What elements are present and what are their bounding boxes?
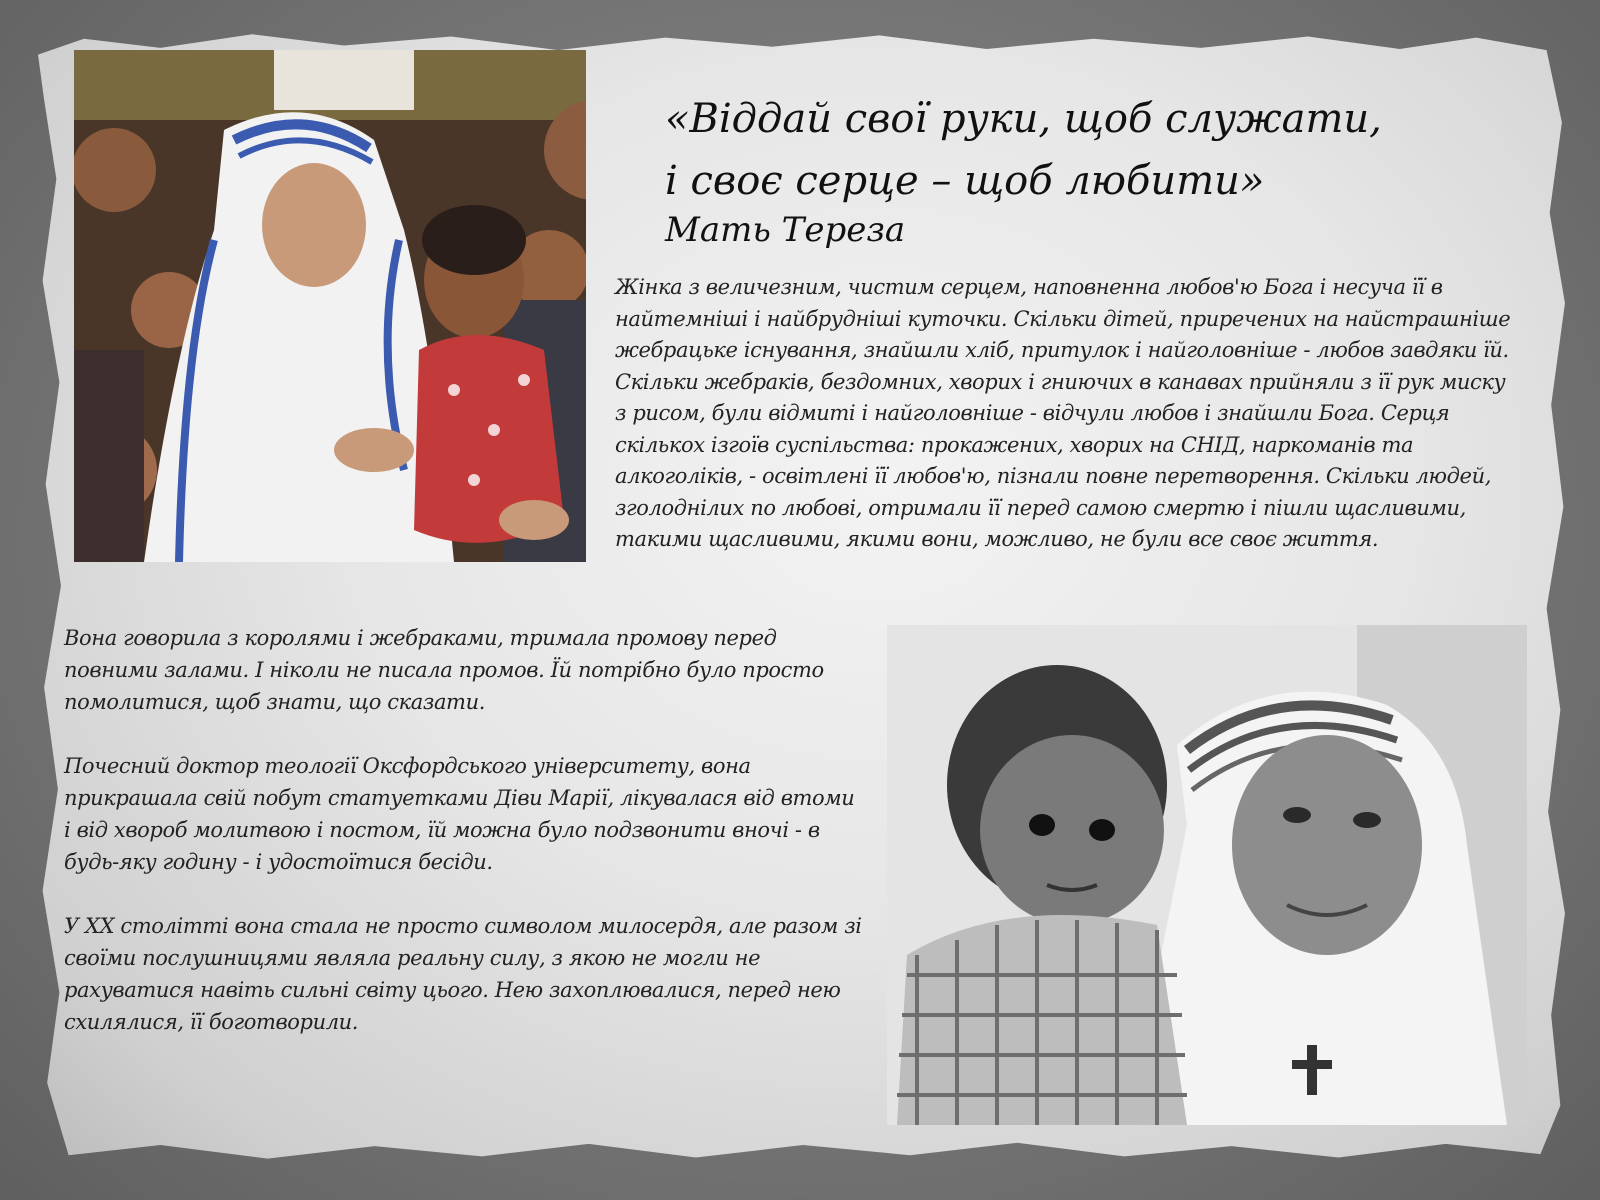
color-photo-nun-with-children xyxy=(74,50,586,562)
quote-text xyxy=(665,88,1565,212)
bw-photo-nun-holding-child xyxy=(887,625,1527,1125)
quote-author: Мать Тереза xyxy=(665,210,906,250)
paragraph-right: Жінка з величезним, чистим серцем, наповненна любов'ю Бога і несуча її в найтемніші і найбрудніші куточки. Скільки дітей, приречених на найстрашніше жебрацьке існування, знайшли хліб, притулок і найголовніше - любов завдяки їй. Скільки жебраків, бездомних, хворих і гниючих в канавах прийняли з її рук миску з рисом, були відмиті і найголовніше - відчули любов і знайшли Бога. Серця скількох ізгоїв суспільства: прокажених, хворих на СНІД, наркоманів та алкоголіків, - освітлені її любов'ю, пізнали повне перетворення. Скільки людей, зголоднілих по любові, отримали її перед самою смертю і пішли щасливими, такими щасливими, якими вони, можливо, не були все своє життя. xyxy=(615,275,1511,551)
paragraph-left-3: У ХХ столітті вона стала не просто символом милосердя, але разом зі своїми послушницями являла реальну силу, з якою не могли не рахуватися навіть сильні світу цього. Нею захоплювалися, перед нею схилялися, її боготворили. xyxy=(64,914,862,1034)
paragraph-left-1: Вона говорила з королями і жебраками, тримала промову перед повними залами. І ніколи не писала промов. Їй потрібно було просто помолитися, щоб знати, що сказати. xyxy=(64,626,824,714)
quote-line-1: «Віддай свої руки, щоб служати, xyxy=(665,96,1382,142)
paragraph-left-2: Почесний доктор теології Оксфордського університету, вона прикрашала свій побут статуетками Діви Марії, лікувалася від втоми і від хвороб молитвою і постом, їй можна було подзвонити вночі - в будь-яку годину - і удостоїтися бесіди. xyxy=(64,754,855,874)
quote-line-2: і своє серце – щоб любити» xyxy=(665,158,1265,204)
left-text-block xyxy=(64,622,864,1070)
